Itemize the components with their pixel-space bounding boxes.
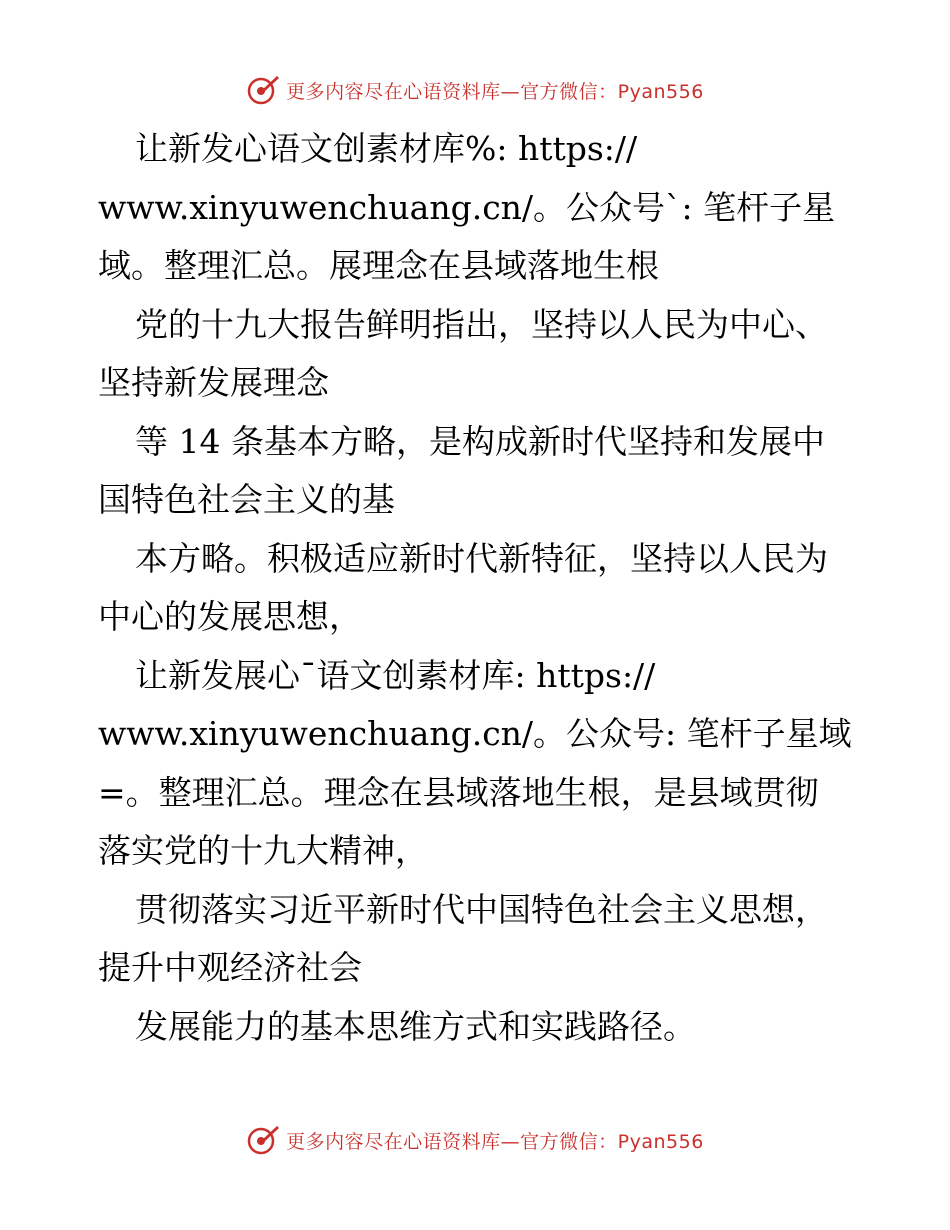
banner-text: 更多内容尽在心语资料库—官方微信：Pyan556 bbox=[286, 1130, 704, 1153]
text-line: www.xinyuwenchuang.cn/。公众号`: 笔杆子星 bbox=[98, 187, 836, 227]
text-line: 党的十九大报告鲜明指出，坚持以人民为中心、 bbox=[135, 304, 828, 344]
document-body bbox=[98, 120, 858, 1056]
text-line: www.xinyuwenchuang.cn/。公众号: 笔杆子星域 bbox=[98, 714, 852, 753]
text-line: 域。整理汇总。展理念在县域落地生根 bbox=[98, 246, 659, 285]
text-line: =。整理汇总。理念在县域落地生根，是县域贯彻 bbox=[98, 772, 819, 812]
footer-banner bbox=[0, 1120, 950, 1160]
text-line: 等 14 条基本方略，是构成新时代坚持和发展中 bbox=[135, 421, 825, 461]
header-banner bbox=[0, 70, 950, 110]
pen-logo-icon bbox=[246, 1123, 280, 1157]
text-line: 提升中观经济社会 bbox=[98, 948, 362, 987]
text-line: 让新发展心¯语文创素材库: https:// bbox=[135, 655, 656, 695]
text-line: 落实党的十九大精神， bbox=[98, 831, 428, 870]
banner-text: 更多内容尽在心语资料库—官方微信：Pyan556 bbox=[286, 80, 704, 103]
text-line: 中心的发展思想， bbox=[98, 597, 362, 636]
text-line: 坚持新发展理念 bbox=[98, 363, 329, 402]
text-line: 国特色社会主义的基 bbox=[98, 480, 395, 519]
pen-logo-icon bbox=[246, 73, 280, 107]
text-line: 发展能力的基本思维方式和实践路径。 bbox=[135, 1006, 696, 1046]
text-line: 贯彻落实习近平新时代中国特色社会主义思想， bbox=[135, 889, 828, 929]
text-line: 本方略。积极适应新时代新特征，坚持以人民为 bbox=[135, 538, 828, 578]
text-line: 让新发心语文创素材库%: https:// bbox=[135, 129, 638, 168]
